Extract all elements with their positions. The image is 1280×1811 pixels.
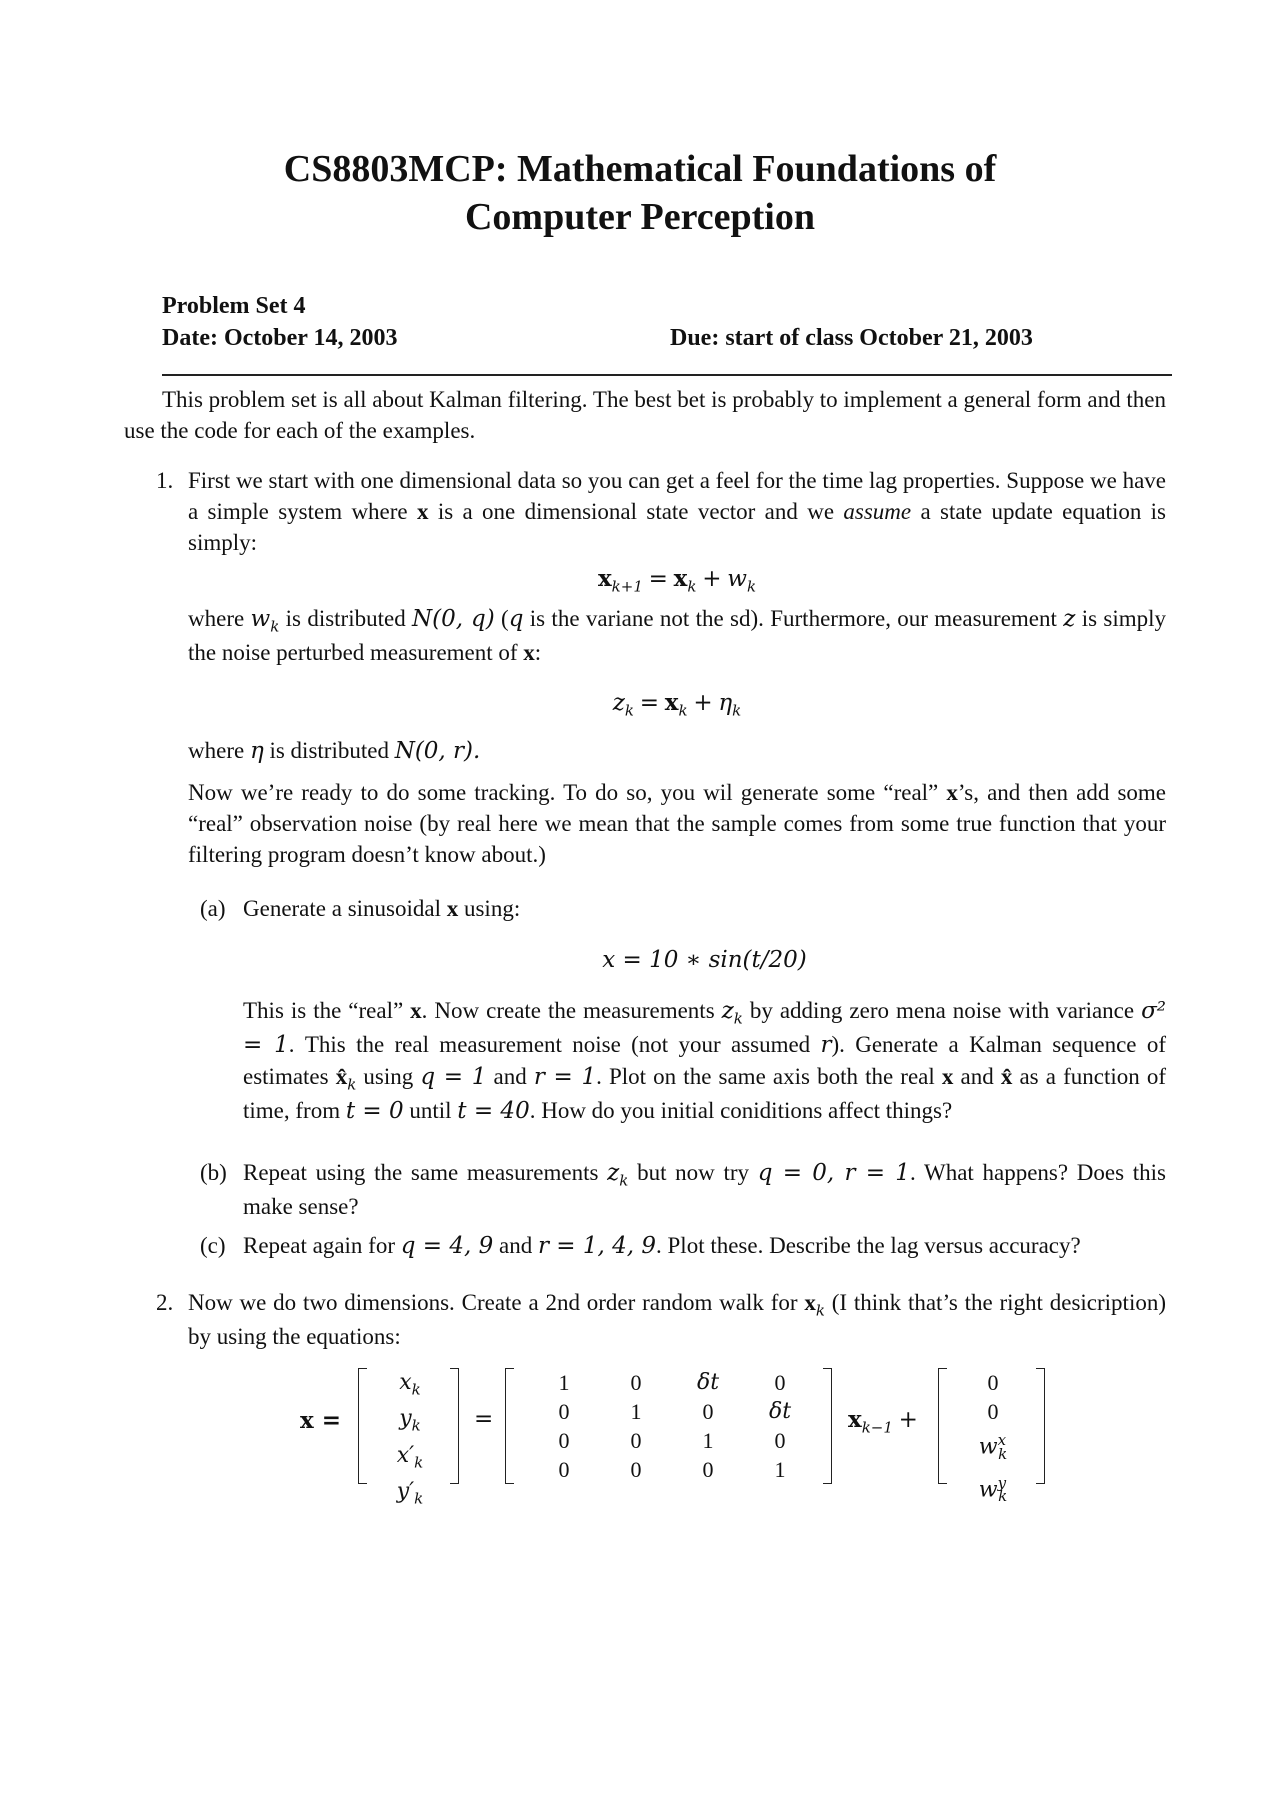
q1-noise-description: where $w_k$ is distributed N(0, q) (q is the variane not the sd). Furthermore, our measurement z is simply the noise perturbed measurement of x:	[188, 606, 1167, 665]
date-label: Date: October 14, 2003	[162, 325, 398, 351]
matrix-cell: 1	[702, 1428, 714, 1453]
matrix-left-bracket	[505, 1368, 514, 1484]
q2-intro: Now we do two dimensions. Create a 2nd order random walk for $x_k$ (I think that’s the right desicription) by using the equations:	[188, 1290, 1166, 1349]
q2-number: 2.	[156, 1290, 174, 1315]
title-line-1: CS8803MCP: Mathematical Foundations of	[283, 148, 997, 190]
matrix-row-3	[528, 1426, 818, 1455]
matrix-cell: 0	[558, 1428, 570, 1453]
noise-entry-y: $w^y_k$	[978, 1473, 1008, 1506]
part-c-label: (c)	[200, 1233, 226, 1258]
matrix-cell: 0	[702, 1457, 714, 1482]
matrix-cell: δt	[696, 1370, 720, 1395]
state-update-equation: $x_{k+1} = x_k + w_k$	[597, 565, 757, 596]
matrix-equals: =	[474, 1406, 494, 1432]
matrix-cell: 0	[774, 1428, 786, 1453]
state-xprime: $x'_k$	[396, 1442, 424, 1472]
vector-left-bracket	[358, 1368, 367, 1484]
noise-entry: 0	[987, 1370, 999, 1395]
part-c-text: Repeat again for q = 4, 9 and r = 1, 4, 9. Plot these. Describe the lag versus accuracy?	[243, 1233, 1081, 1259]
vector-right-bracket	[450, 1368, 459, 1484]
state-yprime: $y'_k$	[396, 1479, 424, 1508]
noise-right-bracket	[1036, 1368, 1045, 1484]
part-a-body: This is the “real” x. Now create the measurements $z_k$ by adding zero mena noise with variance σ² = 1. This the real measurement noise (not your assumed r). Generate a Kalman sequence of estimates $x̂_k$ using q = 1 and r = 1. Plot on the same axis both the real x and x̂ as a function of time, from t = 0 until t = 40. How do you initial coniditions affect things?	[243, 998, 1166, 1124]
matrix-cell: 0	[774, 1370, 786, 1395]
matrix-lhs: x =	[300, 1407, 341, 1434]
document-title	[0, 145, 1280, 241]
matrix-right-bracket	[823, 1368, 832, 1484]
title-line-2: Computer Perception	[464, 196, 816, 238]
noise-left-bracket	[938, 1368, 947, 1484]
state-vector	[390, 1368, 430, 1514]
tracking-paragraph: Now we’re ready to do some tracking. To do so, you wil generate some “real” x’s, and then add some “real” observation noise (by real here we mean that the sample comes from some true function that your filtering program doesn’t know about.)	[188, 780, 1166, 868]
eta-distribution: where η is distributed N(0, r).	[188, 738, 481, 764]
noise-vector	[968, 1368, 1018, 1511]
sinusoid-equation: x = 10 ∗ sin(t/20)	[602, 947, 807, 973]
matrix-cell: 0	[702, 1399, 714, 1424]
q1-intro: First we start with one dimensional data so you can get a feel for the time lag properties. Suppose we have a simple system where x is a one dimensional state vector and we assume a state update equation is simply:	[188, 468, 1167, 556]
intro-paragraph: This problem set is all about Kalman filtering. The best bet is probably to implement a general form and then use the code for each of the examples.	[124, 387, 1166, 444]
matrix-cell: 0	[630, 1428, 642, 1453]
problem-set-label: Problem Set 4	[162, 293, 306, 319]
matrix-middle-term: $x_{k-1}$ +	[848, 1406, 918, 1437]
matrix-cell: 0	[630, 1370, 642, 1395]
state-x: $x_k$	[399, 1370, 421, 1399]
matrix-row-2	[528, 1397, 818, 1426]
matrix-row-4	[528, 1455, 818, 1484]
matrix-cell: 1	[558, 1370, 570, 1395]
due-label: Due: start of class October 21, 2003	[670, 325, 1033, 351]
matrix-row-1	[528, 1368, 818, 1397]
state-y: $y_k$	[399, 1406, 421, 1435]
part-b-text: Repeat using the same measurements $z_k$ but now try q = 0, r = 1. What happens? Does this make sense?	[243, 1160, 1166, 1219]
matrix-cell: 0	[558, 1399, 570, 1424]
noise-entry-x: $w^x_k$	[978, 1431, 1008, 1463]
matrix-cell: 0	[558, 1457, 570, 1482]
part-b-label: (b)	[200, 1160, 227, 1185]
part-a-label: (a)	[200, 896, 226, 921]
noise-entry: 0	[987, 1399, 999, 1424]
transition-matrix	[528, 1368, 818, 1484]
matrix-cell: 0	[630, 1457, 642, 1482]
matrix-cell: 1	[630, 1399, 642, 1424]
matrix-cell: 1	[774, 1457, 786, 1482]
q1-number: 1.	[156, 468, 174, 493]
matrix-cell: δt	[768, 1399, 792, 1424]
header-divider	[162, 374, 1172, 376]
part-a-intro: Generate a sinusoidal x using:	[243, 896, 521, 921]
measurement-equation: $z_k = x_k + \eta_k$	[612, 689, 742, 720]
